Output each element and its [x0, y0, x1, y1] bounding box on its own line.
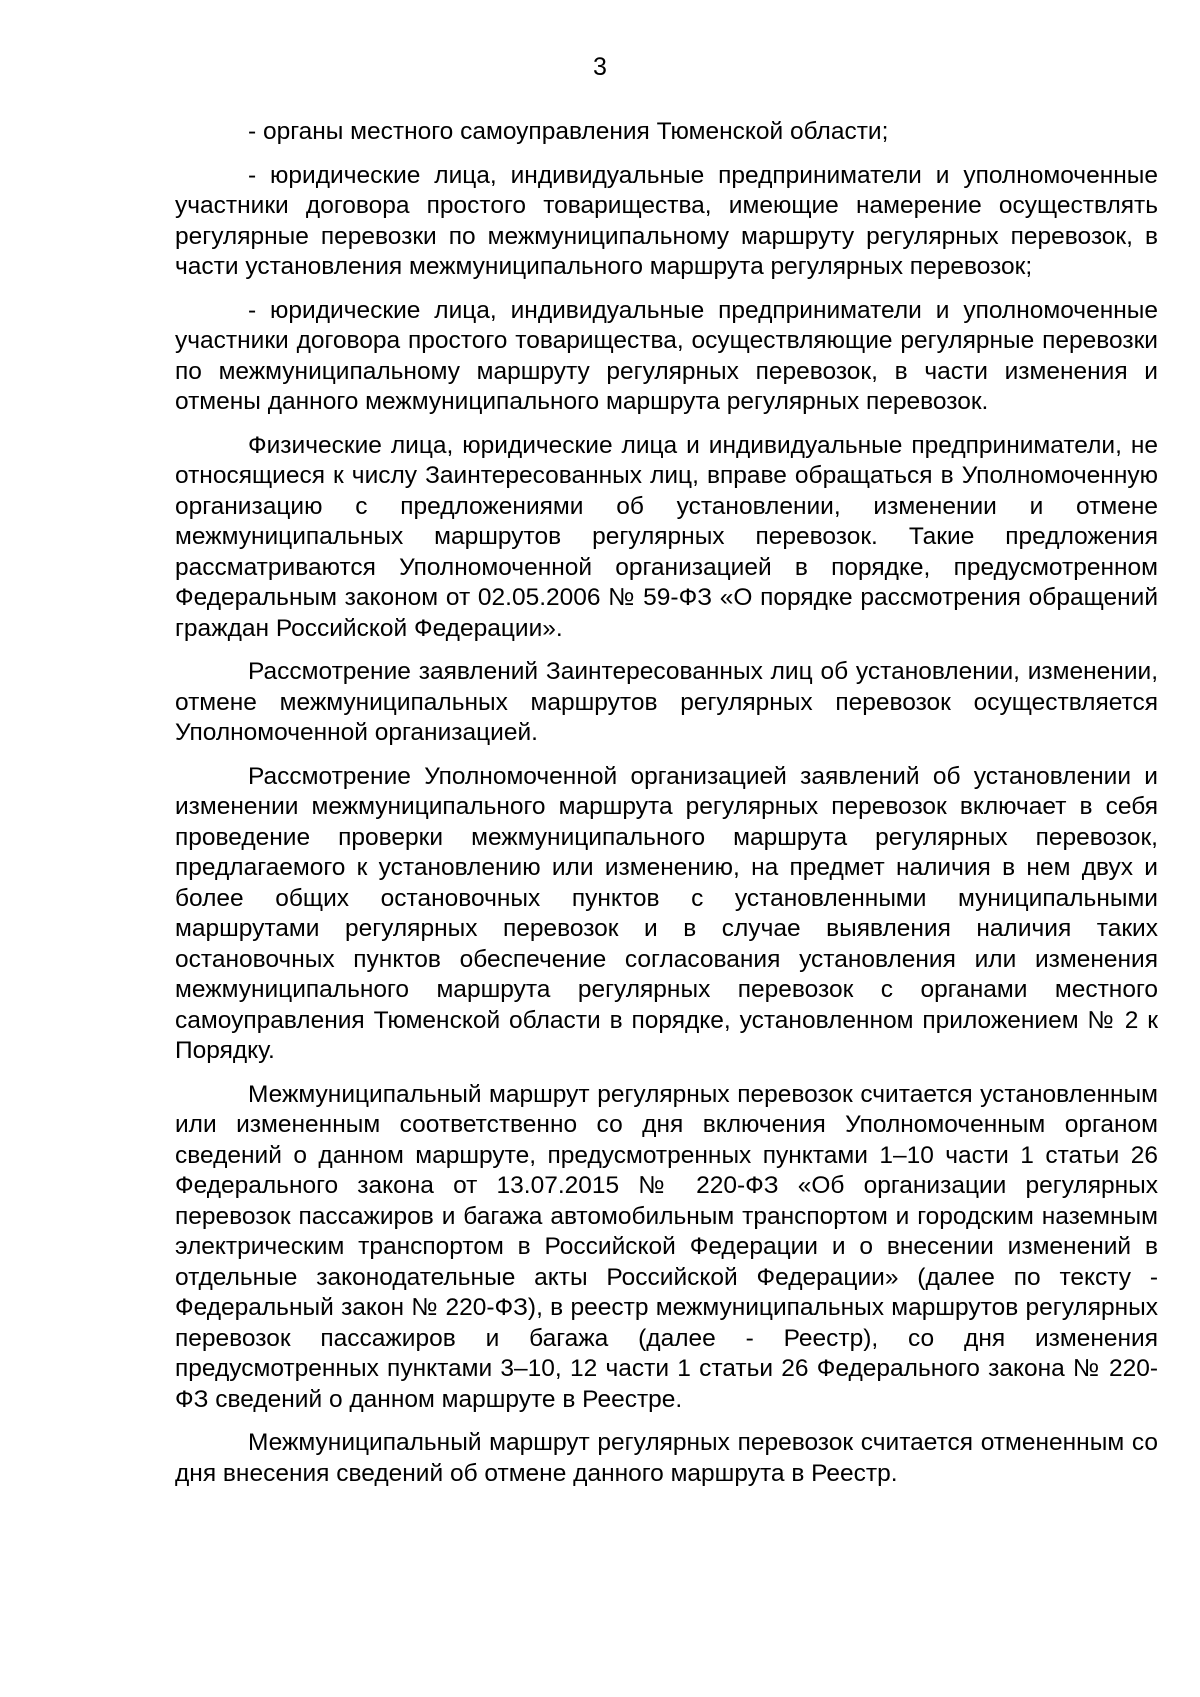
document-body	[175, 117, 1158, 1502]
page-number: 3	[593, 53, 607, 81]
paragraph-review-procedure: Рассмотрение Уполномоченной организацией заявлений об установлении и изменении межмуниципального маршрута регулярных перевозок включает в себя проведение проверки межмуниципального маршрута регулярных перевозок, предлагаемого к установлению или изменению, на предмет наличия в нем двух и более общих остановочных пунктов с установленными муниципальными маршрутами регулярных перевозок и в случае выявления наличия таких остановочных пунктов обеспечение согласования установления или изменения межмуниципального маршрута регулярных перевозок с органами местного самоуправления Тюменской области в порядке, установленном приложением № 2 к Порядку.	[175, 762, 1158, 1064]
paragraph-review-applications: Рассмотрение заявлений Заинтересованных лиц об установлении, изменении, отмене межмуниципальных маршрутов регулярных перевозок осуществляется Уполномоченной организацией.	[175, 658, 1158, 746]
paragraph-route-cancelled: Межмуниципальный маршрут регулярных перевозок считается отмененным со дня внесения сведений об отмене данного маршрута в Реестр.	[175, 1429, 1158, 1487]
paragraph-operating-carriers: - юридические лица, индивидуальные предприниматели и уполномоченные участники договора простого товарищества, осуществляющие регулярные перевозки по межмуниципальному маршруту регулярных перевозок, в части изменения и отмены данного межмуниципального маршрута регулярных перевозок.	[175, 296, 1158, 415]
paragraph-proposals: Физические лица, юридические лица и индивидуальные предприниматели, не относящиеся к числу Заинтересованных лиц, вправе обращаться в Уполномоченную организацию с предложениями об установлении, изменении и отмене межмуниципальных маршрутов регулярных перевозок. Такие предложения рассматриваются Уполномоченной организацией в порядке, предусмотренном Федеральным законом от 02.05.2006 № 59-ФЗ «О порядке рассмотрения обращений граждан Российской Федерации».	[175, 431, 1158, 642]
paragraph-intending-carriers: - юридические лица, индивидуальные предприниматели и уполномоченные участники договора простого товарищества, имеющие намерение осуществлять регулярные перевозки по межмуниципальному маршруту регулярных перевозок, в части установления межмуниципального маршрута регулярных перевозок;	[175, 161, 1158, 280]
paragraph-local-authorities: - органы местного самоуправления Тюменской области;	[248, 118, 889, 145]
paragraph-route-established: Межмуниципальный маршрут регулярных перевозок считается установленным или измененным соответственно со дня включения Уполномоченным органом сведений о данном маршруте, предусмотренных пунктами 1–10 части 1 статьи 26 Федерального закона от 13.07.2015 № 220-ФЗ «Об организации регулярных перевозок пассажиров и багажа автомобильным транспортом и городским наземным электрическим транспортом в Российской Федерации и о внесении изменений в отдельные законодательные акты Российской Федерации» (далее по тексту - Федеральный закон № 220-ФЗ), в реестр межмуниципальных маршрутов регулярных перевозок пассажиров и багажа (далее - Реестр), со дня изменения предусмотренных пунктами 3–10, 12 части 1 статьи 26 Федерального закона № 220-ФЗ сведений о данном маршруте в Реестре.	[175, 1080, 1158, 1413]
